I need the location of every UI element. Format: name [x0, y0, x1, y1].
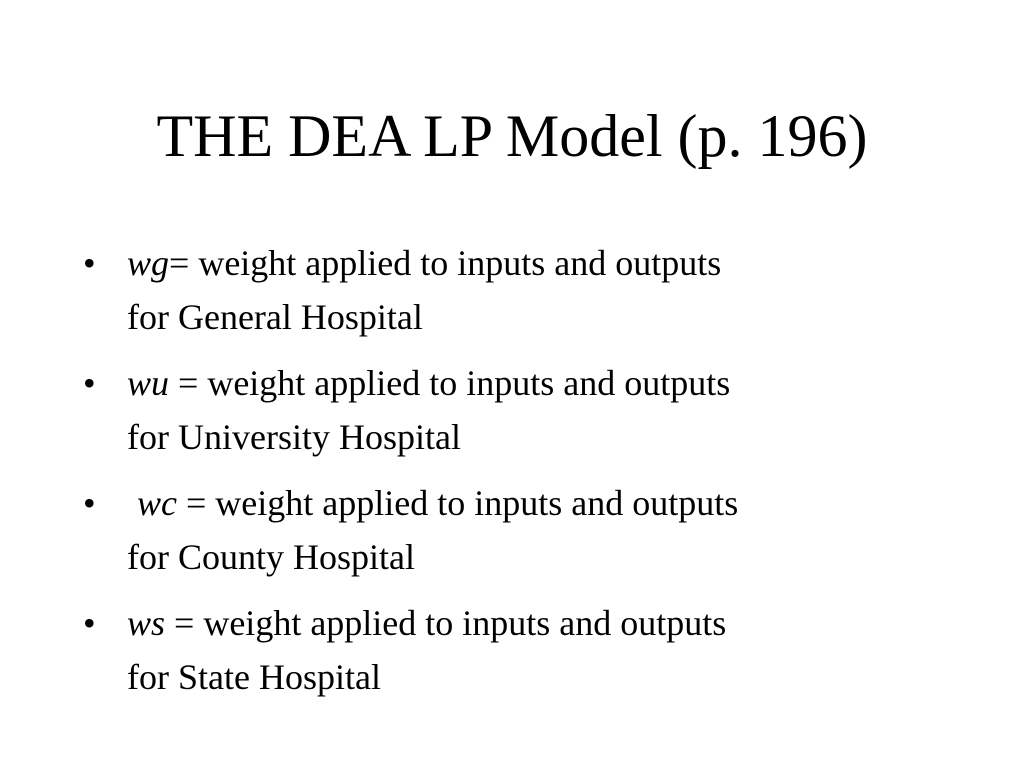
bullet-text-line2: for State Hospital — [127, 657, 381, 697]
bullet-text-line2: for General Hospital — [127, 297, 423, 337]
bullet-text-line1: = weight applied to inputs and outputs — [165, 603, 727, 643]
bullet-text-line1: = weight applied to inputs and outputs — [169, 363, 731, 403]
bullet-dot: • — [83, 603, 96, 643]
bullet-item-wu — [83, 356, 923, 464]
bullet-text-line1: = weight applied to inputs and outputs — [169, 243, 722, 283]
variable-name: wu — [127, 363, 170, 403]
bullet-text-line2: for County Hospital — [127, 537, 415, 577]
bullet-item-wc — [83, 476, 923, 584]
variable-name: wg — [127, 243, 170, 283]
bullet-dot: • — [83, 243, 96, 283]
bullet-text-line1: = weight applied to inputs and outputs — [177, 483, 739, 523]
bullet-dot: • — [83, 483, 96, 523]
bullet-item-ws — [83, 596, 923, 704]
bullet-item-wg — [83, 236, 923, 344]
variable-name: wc — [137, 483, 177, 523]
bullet-text-line2: for University Hospital — [127, 417, 461, 457]
bullet-list — [83, 236, 923, 716]
slide-title: THE DEA LP Model (p. 196) — [156, 103, 868, 169]
variable-name: ws — [127, 603, 166, 643]
bullet-dot: • — [83, 363, 96, 403]
